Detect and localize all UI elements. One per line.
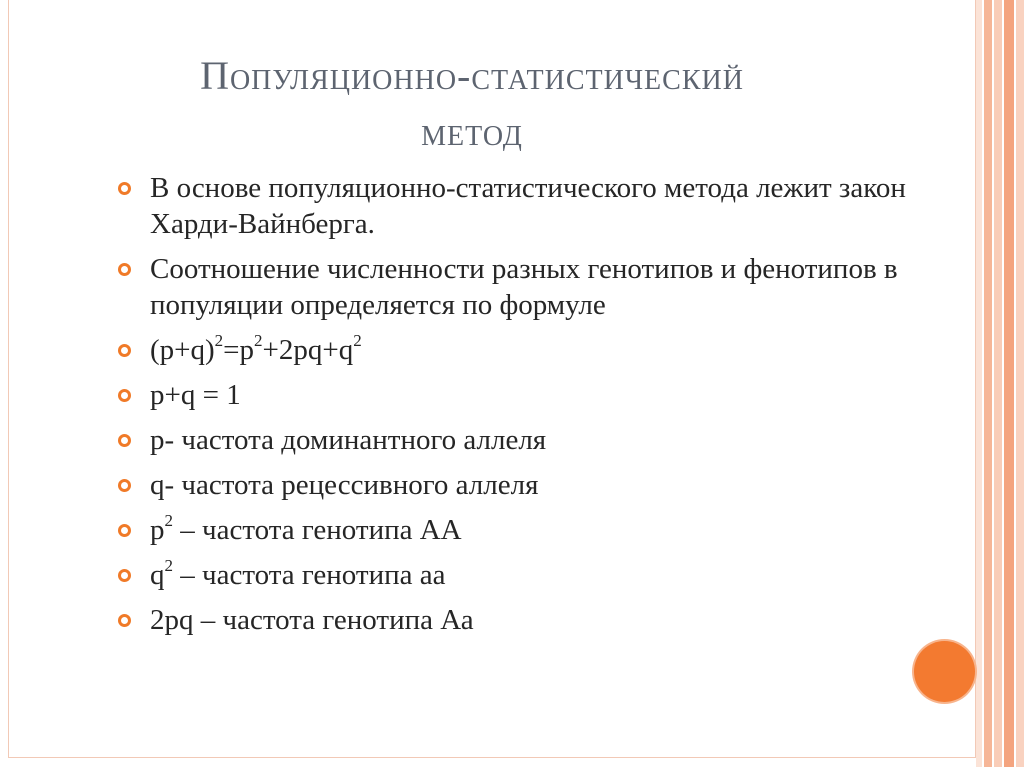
list-item-text: p- частота доминантного аллеля [150, 424, 547, 456]
list-item [118, 422, 958, 458]
list-item [118, 557, 958, 593]
stripe [976, 0, 982, 767]
slide-title-line1: Популяционно-статистический [200, 53, 744, 98]
bullet-icon [118, 569, 131, 582]
list-item-text: $p^2$ – частота генотипа АА [150, 511, 462, 546]
list-item [118, 170, 958, 242]
stripe [984, 0, 992, 767]
bullet-list [118, 170, 958, 647]
list-item-text: q- частота рецессивного аллеля [150, 469, 539, 501]
bullet-icon [118, 263, 131, 276]
list-item [118, 602, 958, 638]
bullet-icon [118, 524, 131, 537]
list-item [118, 332, 958, 368]
slide-title-line2: метод [421, 109, 523, 154]
list-item-text: $q^2$ – частота генотипа аа [150, 556, 446, 591]
list-item-text: Соотношение численности разных генотипов и фенотипов в популяции определяется по формуле [150, 253, 898, 321]
list-item [118, 251, 958, 323]
stripe [1004, 0, 1014, 767]
bullet-icon [118, 434, 131, 447]
decorative-circle [914, 641, 975, 702]
list-item [118, 467, 958, 503]
list-item [118, 377, 958, 413]
bullet-icon [118, 344, 131, 357]
stripe [994, 0, 1002, 767]
bullet-icon [118, 389, 131, 402]
decorative-stripes [976, 0, 1024, 767]
list-item [118, 512, 958, 548]
bullet-icon [118, 479, 131, 492]
list-item-text: 2pq – частота генотипа Аа [150, 604, 474, 636]
list-item-text: В основе популяционно-статистического метода лежит закон Харди-Вайнберга. [150, 172, 906, 240]
list-item-text: p+q = 1 [150, 379, 241, 411]
stripe [1016, 0, 1024, 767]
bullet-icon [118, 614, 131, 627]
formula-text: $(p+q)^2=p^2+2pq+q^2$ [150, 331, 362, 366]
bullet-icon [118, 182, 131, 195]
